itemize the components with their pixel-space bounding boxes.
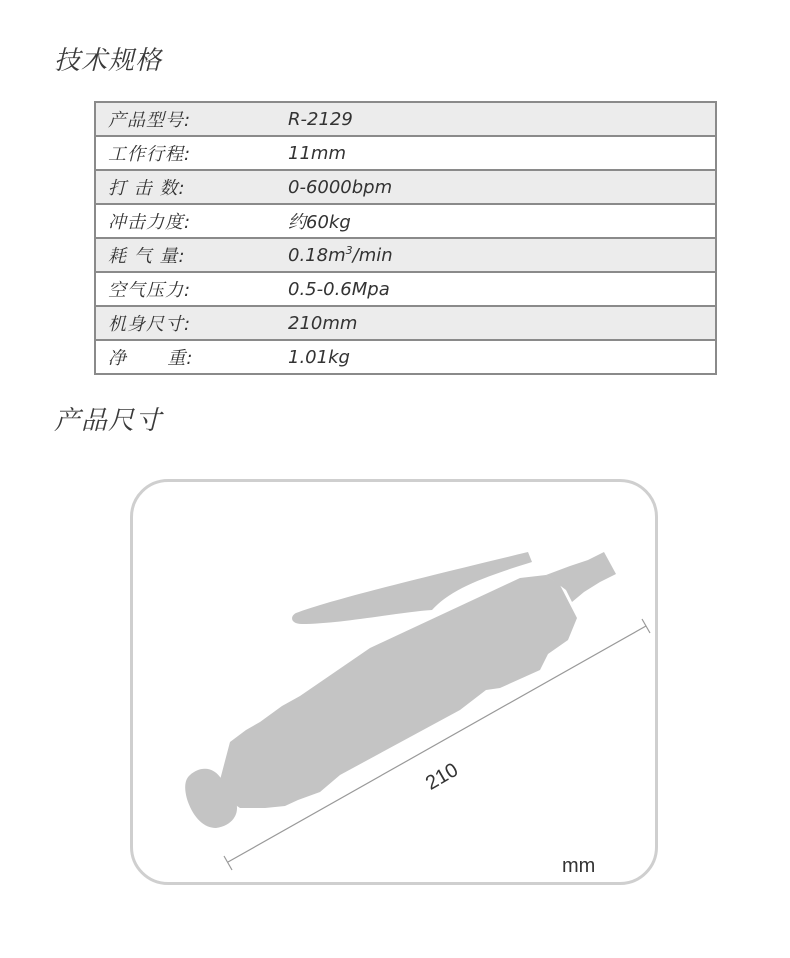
spec-value: R-2129 <box>288 102 716 136</box>
spec-value: 11mm <box>288 136 716 170</box>
section-title-dimensions: 产品尺寸 <box>54 406 163 436</box>
spec-key: 冲击力度: <box>95 204 288 238</box>
spec-value: 210mm <box>288 306 716 340</box>
spec-key: 打 击 数: <box>95 170 288 204</box>
spec-value: 0.18m <box>288 245 346 266</box>
spec-key: 耗 气 量: <box>95 238 288 272</box>
unit-label: mm <box>562 855 596 877</box>
spec-key: 空气压力: <box>95 272 288 306</box>
air-tool-silhouette <box>185 552 616 828</box>
spec-key: 产品型号: <box>95 102 288 136</box>
dimension-label: 210 <box>422 758 462 795</box>
spec-value: 1.01kg <box>288 340 716 374</box>
spec-value: 约60kg <box>288 204 716 238</box>
spec-key: 机身尺寸: <box>95 306 288 340</box>
spec-value: 0.5-0.6Mpa <box>288 272 716 306</box>
spec-key: 净 重: <box>95 340 288 374</box>
spec-value-suffix: /min <box>352 245 393 266</box>
spec-value: 0-6000bpm <box>288 170 716 204</box>
spec-value-superscript: 3 <box>345 244 353 257</box>
spec-key: 工作行程: <box>95 136 288 170</box>
section-title-specifications: 技术规格 <box>54 46 163 76</box>
